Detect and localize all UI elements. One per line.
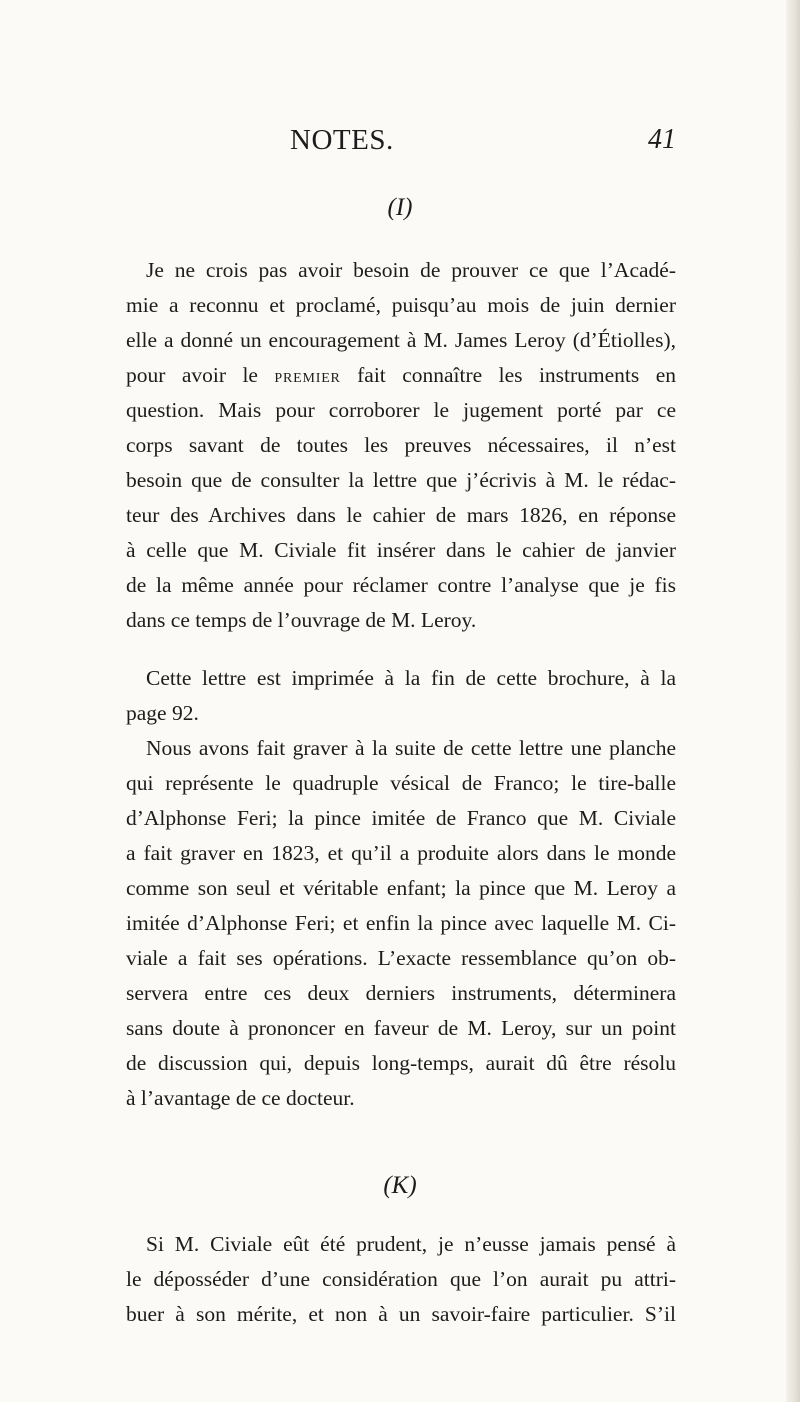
text-line: question. Mais pour corroborer le jugement porté par ce [126, 398, 676, 422]
text-line: elle a donné un encouragement à M. James Leroy (d’Étiolles), [126, 328, 676, 352]
text-line: buer à son mérite, et non à un savoir-faire particulier. S’il [126, 1302, 676, 1326]
text-line: sans doute à prononcer en faveur de M. Leroy, sur un point [126, 1016, 676, 1040]
note-i-paragraph-2 [126, 661, 676, 731]
running-title: NOTES. [290, 124, 394, 156]
text-line: a fait graver en 1823, et qu’il a produite alors dans le monde [126, 841, 676, 865]
text-line: mie a reconnu et proclamé, puisqu’au mois de juin dernier [126, 293, 676, 317]
text-line: viale a fait ses opérations. L’exacte ressemblance qu’on ob- [126, 946, 676, 970]
text-line: servera entre ces deux derniers instruments, déterminera [126, 981, 676, 1005]
note-k-paragraph-1 [126, 1227, 676, 1332]
text-line: de discussion qui, depuis long-temps, aurait dû être résolu [126, 1051, 676, 1075]
page-number: 41 [648, 124, 676, 155]
note-i-paragraph-1 [126, 253, 676, 638]
page-edge [786, 0, 800, 1402]
text-line: teur des Archives dans le cahier de mars 1826, en réponse [126, 503, 676, 527]
text-line: qui représente le quadruple vésical de Franco; le tire-balle [126, 771, 676, 795]
text-line: page 92. [126, 701, 199, 725]
text-line: Nous avons fait graver à la suite de cette lettre une planche [146, 736, 676, 760]
running-head [0, 124, 800, 164]
text-line: corps savant de toutes les preuves nécessaires, il n’est [126, 433, 676, 457]
text-line: Je ne crois pas avoir besoin de prouver ce que l’Acadé- [146, 258, 676, 282]
text-line: Si M. Civiale eût été prudent, je n’eusse jamais pensé à [146, 1232, 676, 1256]
note-marker-k: (K) [383, 1172, 417, 1199]
note-marker-i: (I) [387, 194, 413, 221]
text-line: besoin que de consulter la lettre que j’écrivis à M. le rédac- [126, 468, 676, 492]
text-line: à celle que M. Civiale fit insérer dans le cahier de janvier [126, 538, 676, 562]
text-line: Cette lettre est imprimée à la fin de cette brochure, à la [146, 666, 676, 690]
text-line: le déposséder d’une considération que l’on aurait pu attri- [126, 1267, 676, 1291]
text-line: comme son seul et véritable enfant; la pince que M. Leroy a [126, 876, 676, 900]
note-i-paragraph-3 [126, 731, 676, 1116]
text-line: pour avoir le PREMIER fait connaître les instruments en [126, 363, 676, 387]
small-caps-word: PREMIER [274, 371, 341, 386]
text-line: de la même année pour réclamer contre l’analyse que je fis [126, 573, 676, 597]
text-line: imitée d’Alphonse Feri; et enfin la pince avec laquelle M. Ci- [126, 911, 676, 935]
text-line: dans ce temps de l’ouvrage de M. Leroy. [126, 608, 477, 632]
text-line: à l’avantage de ce docteur. [126, 1086, 355, 1110]
text-line: d’Alphonse Feri; la pince imitée de Franco que M. Civiale [126, 806, 676, 830]
